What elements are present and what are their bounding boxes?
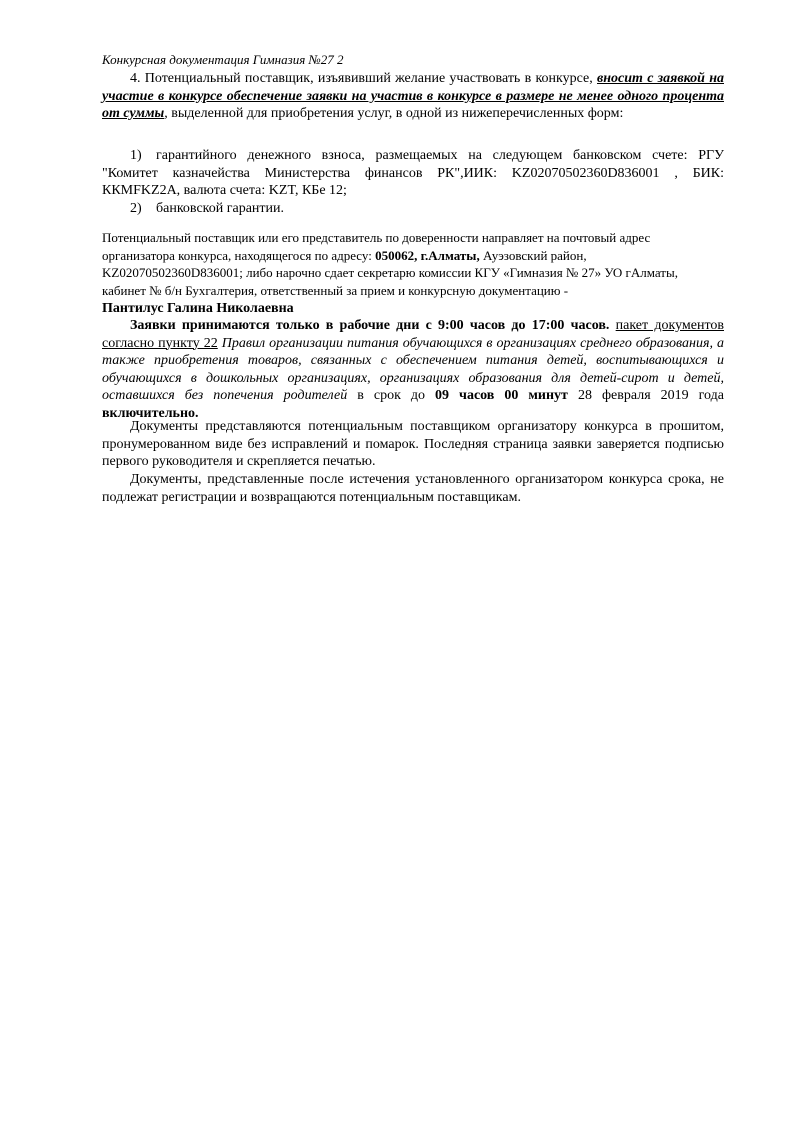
delivery-address: 050062, г.Алматы,	[375, 247, 480, 263]
payment-forms-list	[102, 147, 724, 217]
documents-format-paragraph: Документы представляются потенциальным поставщиком организатору конкурса в прошитом, пронумерованном виде без исправлений и помарок. Последняя страница заявки заверяется подписью первого руководителя и скрепляется печатью.	[102, 419, 724, 469]
list-item-text: гарантийного денежного взноса, размещаемых на следующем банковском счете: РГУ "Комитет казначейства Министерства финансов РК",ИИК: KZ02070502360D836001 , БИК: ККМFKZ2A, валюта счета: KZT, КБе 12;	[102, 148, 724, 198]
section-4-lead: 4. Потенциальный поставщик, изъявивший желание участвовать в конкурсе,	[130, 71, 598, 86]
list-item-number: 1)	[130, 148, 142, 163]
delivery-text-1: Потенциальный поставщик или его представитель по доверенности направляет на почтовый адрес организатора конкурса, находящегося по адресу:	[102, 230, 651, 263]
late-documents-paragraph: Документы, представленные после истечения установленного организатором конкурса срока, не подлежат регистрации и возвращаются потенциальным поставщикам.	[102, 472, 724, 505]
delivery-paragraph	[102, 229, 702, 318]
deadline-inclusive: включительно.	[102, 405, 199, 421]
responsible-person: Пантилус Галина Николаевна	[102, 301, 294, 316]
deadline-date: 28 февраля 2019 года	[567, 388, 724, 403]
documents-package-reference: пакет документов согласно пункту 22	[102, 318, 724, 351]
delivery-text-2: Ауэзовский район, KZ02070502360D836001; либо нарочно сдает секретарю комиссии КГУ «Гимназия № 27» УО гАлматы, кабинет № б/н Бухгалтерия, ответственный за прием и конкурсную документацию -	[102, 247, 678, 298]
rules-title: Правил организации питания обучающихся в организациях среднего образования, а также приобретения товаров, связанных с обеспечением питания детей, воспитывающихся и обучающихся в дошкольных организациях, организациях образования для детей-сирот и детей, оставшихся без попечения родителей	[102, 335, 725, 403]
page-header: Конкурсная документация Гимназия №27 2	[102, 52, 344, 67]
applications-paragraph	[102, 317, 724, 422]
deadline-prefix: в срок до	[347, 388, 436, 403]
working-hours-notice: Заявки принимаются только в рабочие дни с 9:00 часов до 17:00 часов.	[130, 318, 610, 333]
list-item-number: 2)	[130, 200, 142, 216]
deadline-time: 09 часов 00 минут	[435, 388, 568, 403]
section-4-emphasis: вносит с заявкой на участие в конкурсе обеспечение заявки на участив в конкурсе в размере не менее одного процента от суммы	[102, 71, 724, 121]
list-item-text: банковской гарантии.	[156, 200, 285, 216]
section-4-paragraph	[102, 70, 724, 123]
list-item	[102, 147, 724, 200]
section-4-tail: , выделенной для приобретения услуг, в одной из нижеперечисленных форм:	[164, 106, 624, 121]
list-item	[102, 200, 724, 218]
